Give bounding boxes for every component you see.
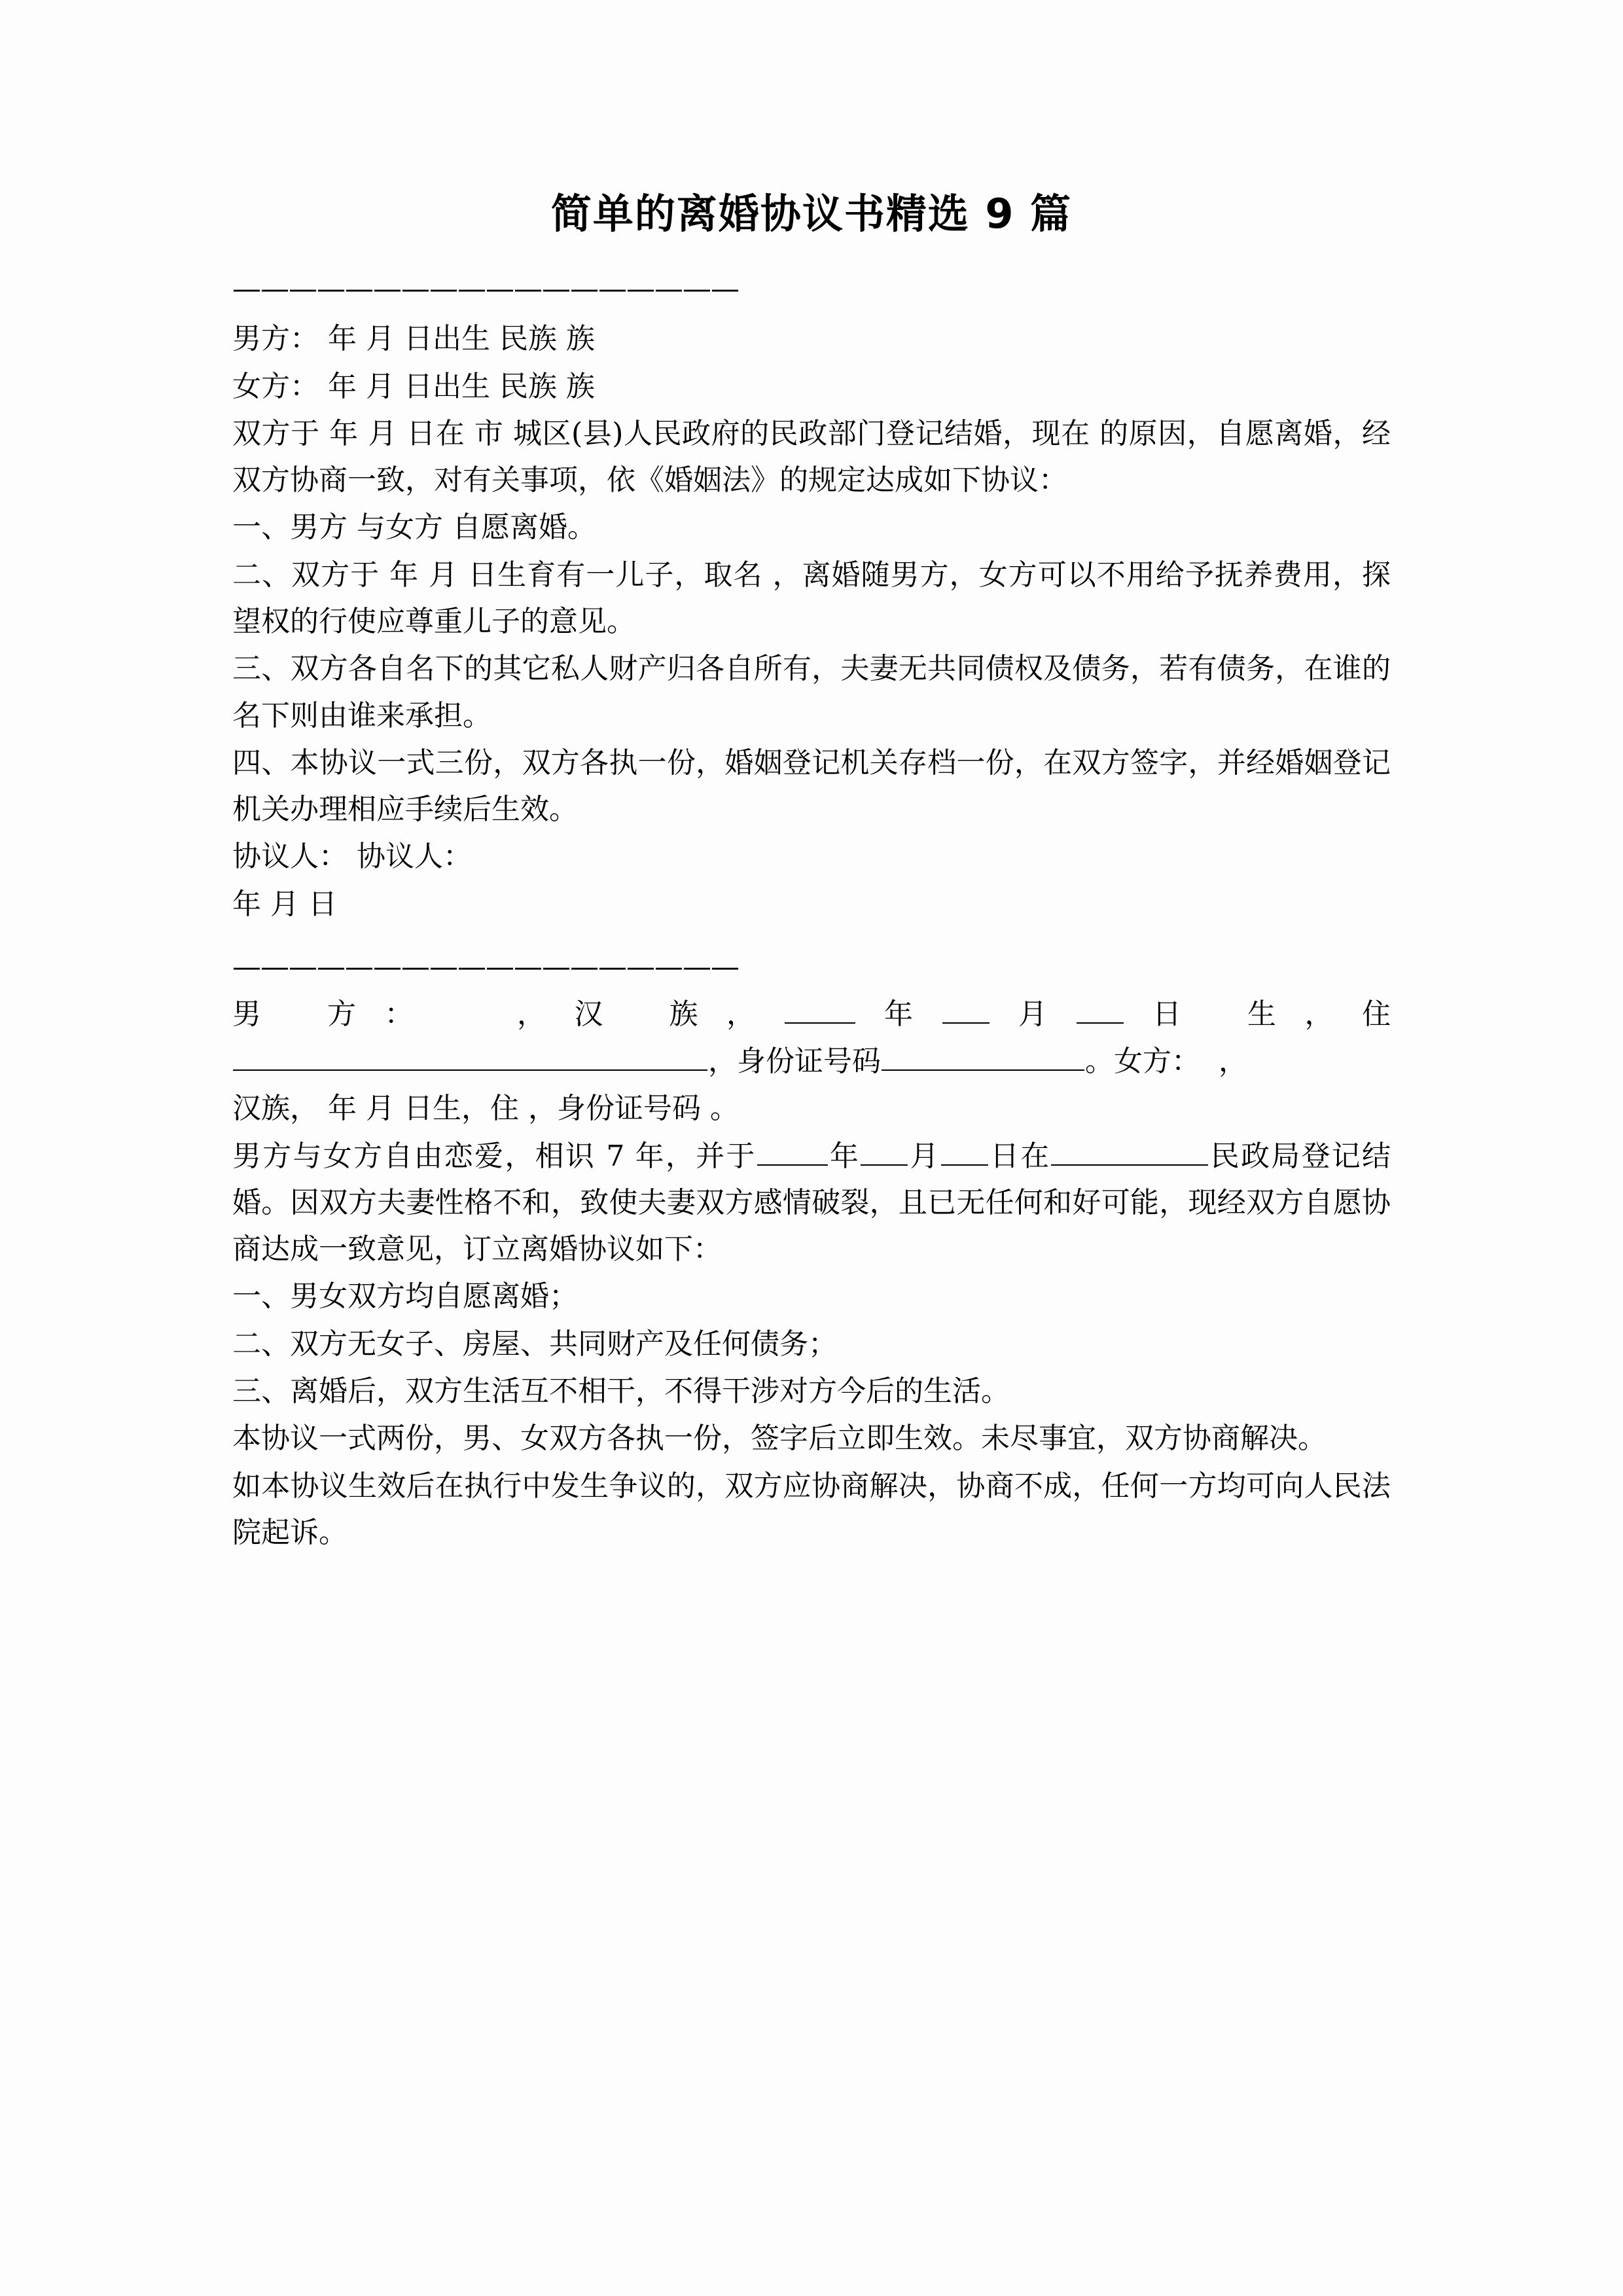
male-prefix-label: 男 方： [232,997,442,1031]
id-number-label-1: 身份证号码 [737,1045,881,1079]
section-one-item-3: 三、双方各自名下的其它私人财产归各自所有，夫妻无共同债权及债务，若有债务，在谁的名下则由谁来承担。 [232,652,1391,732]
section-one-item-1: 一、男方 与女方 自愿离婚。 [232,511,596,545]
section-two-female-identity-line: 汉族， 年 月 日生，住 ，身份证号码 。 [232,1092,739,1126]
section-separator-top: —————————————————— [232,272,739,306]
female-trailing-comma: ， [1218,1045,1247,1079]
section-one-item-2: 二、双方于 年 月 日生育有一儿子，取名 ，离婚随男方，女方可以不用给予抚养费用，探望权的行使应尊重儿子的意见。 [232,558,1391,638]
party-male-line: 男方： 年 月 日出生 民族 族 [232,322,595,356]
section-two-closing-2: 如本协议生效后在执行中发生争议的，双方应协商解决，协商不成，任何一方均可向人民法院起诉。 [232,1469,1391,1549]
day-born-label-1: 日 生 [1124,997,1305,1031]
section-two-male-identity-line [232,991,1391,1038]
marriage-day-blank [941,1134,988,1165]
address-label-1: 住 [1362,997,1391,1031]
marriage-text-a: 男方与女方自由恋爱，相识 7 年，并于 [232,1139,757,1173]
male-name-blank [442,997,517,1031]
section-one-item-4: 四、本协议一式三份，双方各执一份，婚姻登记机关存档一份，在双方签字，并经婚姻登记机关办理相应手续后生效。 [232,745,1391,827]
section-two-marriage-paragraph [232,1133,1391,1274]
year-label-1: 年 [855,997,942,1031]
comma-after-address: ， [708,1045,737,1079]
male-comma-1: ， [516,997,575,1031]
marriage-year-blank [757,1134,828,1165]
male-birth-year-blank [785,992,855,1024]
male-address-blank [233,1039,707,1071]
section-two-male-id-line [232,1038,1391,1085]
female-name-blank [1200,1045,1219,1078]
section-two-item-1: 一、男女双方均自愿离婚； [232,1280,578,1314]
preamble-paragraph: 双方于 年 月 日在 市 城区(县)人民政府的民政部门登记结婚，现在 的原因，自愿离婚，经双方协商一致，对有关事项，依《婚姻法》的规定达成如下协议： [232,416,1391,497]
document-content [232,0,1391,1556]
marriage-year-label: 年 [828,1139,861,1173]
party-female-line: 女方： 年 月 日出生 民族 族 [232,369,595,403]
marriage-month-label: 月 [908,1139,940,1173]
male-comma-3: ， [1304,997,1363,1031]
male-comma-2: ， [726,997,784,1031]
marriage-text-e: 民政局登记结婚。因双方夫妻性格不和，致使夫妻双方感情破裂，且已无任何和好可能，现经双方自愿协商达成一致意见，订立离婚协议如下： [232,1139,1391,1266]
male-ethnicity-label: 汉 族 [574,997,726,1031]
marriage-day-label: 日在 [988,1139,1051,1173]
section-separator-middle: —————————————————— [232,950,739,984]
male-birth-day-blank [1077,992,1124,1024]
male-id-number-blank [882,1039,1084,1071]
month-label-1: 月 [990,997,1076,1031]
period-after-id: 。 [1085,1045,1114,1079]
marriage-month-blank [861,1134,908,1165]
female-prefix-label: 女方： [1114,1045,1200,1079]
male-birth-month-blank [942,992,990,1024]
date-line: 年 月 日 [232,887,337,921]
section-two-item-3: 三、离婚后，双方生活互不相干，不得干涉对方今后的生活。 [232,1374,1010,1408]
signatories-line: 协议人： 协议人： [232,840,472,874]
section-two-item-2: 二、双方无女子、房屋、共同财产及任何债务； [232,1327,837,1361]
page-title: 简单的离婚协议书精选 9 篇 [550,190,1073,238]
marriage-bureau-blank [1051,1134,1208,1165]
section-two-closing-1: 本协议一式两份，男、女双方各执一份，签字后立即生效。未尽事宜，双方协商解决。 [232,1422,1327,1456]
